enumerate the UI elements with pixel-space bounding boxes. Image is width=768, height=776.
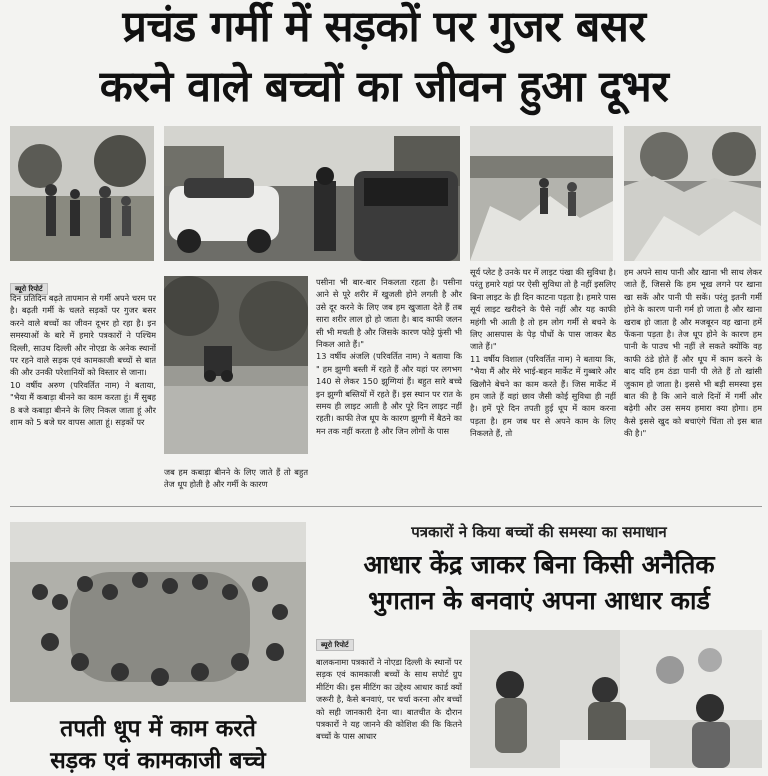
photo-garbage-pickers	[470, 126, 613, 261]
section-divider	[10, 506, 762, 507]
main-headline-line2: करने वाले बच्चों का जीवन हुआ दूभर	[99, 62, 669, 112]
photo-children-roadside	[10, 126, 154, 261]
article1-column-3: पसीना भी बार-बार निकलता रहता है। पसीना आने से पूरे शरीर में खुजली होने लगती है और उसे दूर करने के लिए जब हम खुजाता देते हैं तब सारा शरीर लाल हो हो जाता है। बाद काफी जलन सी भी मचती है और जिसके कारण फोड़े फुंसी भी निकल आते हैं।" 13 वर्षीय अंजलि (परिवर्तित नाम) ने बताया कि " हम झुग्गी बस्ती में रहते हैं और यहां पर लगभग 140 से लेकर 150 झुग्गियां हैं। बहुत सारे बच्चे इन झुग्गी बस्तियों में रहते हैं। इस स्थान पर रात के समय ही लाइट आती है और पूरे दिन लाइट नहीं रहती। काफी तेज धूप के कारण झुग्गी में बैठने का मन तक नहीं करता है और जिन लोगों के पास	[316, 277, 462, 436]
article1-column-5: हम अपने साथ पानी और खाना भी साथ लेकर जाते हैं, जिससे कि हम भूख लगने पर खाना खा सकें और पानी पी सकें। परंतु इतनी गर्मी होने के कारण पानी गर्म हो जाता है और खाना खराब हो जाता है और मजबूरन वह खाना हमें फेंकना पड़ता है। तेज धूप होने के कारण हम पानी के पाउच भी नहीं ले सकते क्योंकि वह काफी ठंडे होते हैं और धूप में काम करने के बाद यदि हम ठंडा पानी पी लेते हैं तो खांसी जुकाम हो जाता है। इससे भी बड़ी समस्या इस बात की है कि आने वाले दिनों में गर्मी और बढ़ेगी और उस समय हमारा क्या होगा। हम कैसे इससे खुद को बचाएंगे चिंता तो इस बात की है।"	[624, 267, 762, 439]
byline-tag: ब्यूरो रिपोर्ट	[316, 639, 354, 651]
article3-title-line1: तपती धूप में काम करते	[60, 716, 256, 742]
article2-title-line2: भुगतान के बनवाएं अपना आधार कार्ड	[368, 586, 710, 615]
main-headline-line1: प्रचंड गर्मी में सड़कों पर गुजर बसर	[122, 2, 646, 52]
article1-column-1: दिन प्रतिदिन बढ़ते तापमान से गर्मी अपने चरम पर है। बढ़ती गर्मी के चलते सड़कों पर गुजर बसर करने वाले बच्चों का जीवन दूभर हो रहा है। इन समस्याओं के बारे में हमारे पत्रकारों ने पश्चिम दिल्ली, साउथ दिल्ली और नोएडा के अनेक स्थानों पर रहने वाले सड़क एवं कामकाजी बच्चों से बात की और उनकी परेशानियों को विस्तार से जाना। 10 वर्षीय अरुण (परिवर्तित नाम) ने बताया, "भैया मैं कबाड़ा बीनने का काम करता हूं। मैं सुबह 8 बजे कबाड़ा बीनने के लिए निकल जाता हूं और शाम को 5 बजे घर वापस आता हूं। सड़कों पर	[10, 293, 156, 428]
article1-column-4: सूर्य प्लेट है उनके घर में लाइट पंखा की सुविधा है। परंतु हमारे यहां पर ऐसी सुविधा तो है नहीं इसलिए बिना लाइट के ही दिन काटना पड़ता है। हमारे पास सूर्य लाइट खरीदने के पैसे नहीं और यह काफी महंगी भी आती है तो हम लोग गर्मी से बचने के लिए आसपास के पेड़ पौधों के पास जाकर बैठ जाते हैं।" 11 वर्षीय विशाल (परिवर्तित नाम) ने बताया कि, "भैया मैं और मेरे भाई-बहन मार्केट में गुब्बारे और खिलौने बेचने का काम करते हैं। जिस मार्केट में हम जाते हैं वहां छाव जैसी कोई सुविधा ही नहीं है। हमें पूरे दिन तपती हुई धूप में काम करना पड़ता है। हम जब घर से अपने काम के लिए निकलते हैं, तो	[470, 267, 616, 439]
photo-child-bus	[164, 276, 308, 454]
photo-aadhaar-session	[470, 630, 762, 768]
article2-tag	[316, 632, 354, 651]
article1-column-2: जब हम कबाड़ा बीनने के लिए जाते हैं तो बहुत तेज धूप होती है और गर्मी के कारण	[164, 467, 308, 490]
article2-kicker: पत्रकारों ने किया बच्चों की समस्या का समाधान	[411, 523, 667, 541]
photo-garbage-heap	[624, 126, 761, 261]
byline-tag: ब्यूरो रिपोर्ट	[10, 283, 48, 295]
article3-title-line2: सड़क एवं कामकाजी बच्चे	[50, 748, 266, 774]
article2-body: बालकनामा पत्रकारों ने नोएडा दिल्ली के स्थानों पर सड़क एवं कामकाजी बच्चों के साथ सपोर्ट ग्रुप मीटिंग की। इस मीटिंग का उद्देश्य आधार कार्ड क्यों जरूरी है, कैसे बनवाएं, पर चर्चा करना और बच्चों को सही जानकारी देना था। बातचीत के दौरान पत्रकारों ने यह जानने की कोशिश की कि कितने बच्चों के पास आधार	[316, 657, 462, 742]
article2-title-line1: आधार केंद्र जाकर बिना किसी अनैतिक	[363, 550, 715, 579]
photo-traffic-road	[164, 126, 460, 261]
photo-children-meeting	[10, 522, 306, 702]
